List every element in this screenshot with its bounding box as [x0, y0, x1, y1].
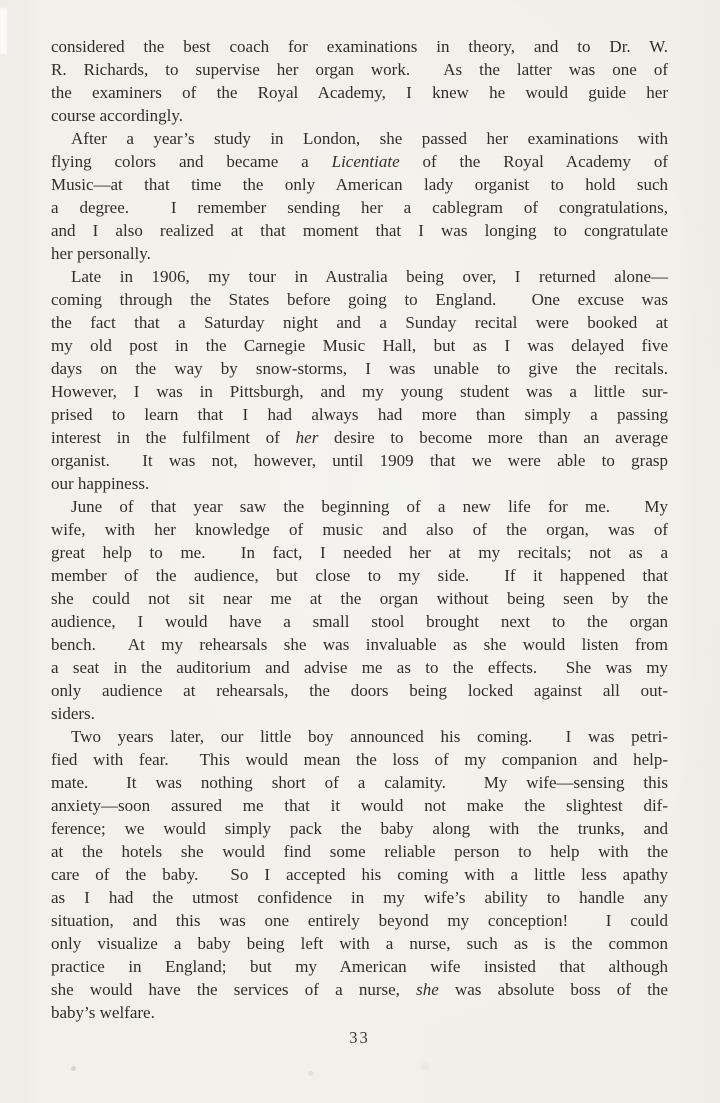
- text-segment: However, I was in Pittsburgh, and my young student was a little sur-: [51, 382, 668, 401]
- text-line: [51, 242, 668, 265]
- text-segment: interest in the fulfilment of: [51, 428, 296, 447]
- paragraph: [51, 725, 668, 1024]
- text-segment: fied with fear. This would mean the loss of my companion and help-: [51, 750, 668, 769]
- text-segment: great help to me. In fact, I needed her at my recitals; not as a: [51, 543, 668, 562]
- text-segment: care of the baby. So I accepted his coming with a little less apathy: [51, 865, 668, 884]
- text-segment: my old post in the Carnegie Music Hall, but as I was delayed five: [51, 336, 668, 355]
- text-segment: and I also realized at that moment that I was longing to congratulate: [51, 221, 668, 240]
- text-segment: the fact that a Saturday night and a Sunday recital were booked at: [51, 313, 668, 332]
- text-segment: member of the audience, but close to my side. If it happened that: [51, 566, 668, 585]
- text-segment: days on the way by snow-storms, I was unable to give the recitals.: [51, 359, 668, 378]
- text-segment: was absolute boss of the: [438, 980, 668, 999]
- text-line: [51, 449, 668, 472]
- text-segment: course accordingly.: [51, 106, 184, 125]
- text-line: [51, 288, 668, 311]
- text-segment: at the hotels she would find some reliable person to help with the: [51, 842, 668, 861]
- text-segment: situation, and this was one entirely beyond my conception! I could: [51, 911, 668, 930]
- page-text: [51, 35, 668, 1024]
- text-segment: wife, with her knowledge of music and also of the organ, was of: [51, 520, 668, 539]
- text-segment: baby’s welfare.: [51, 1003, 155, 1022]
- text-line: [51, 656, 668, 679]
- text-segment: a seat in the auditorium and advise me as to the effects. She was my: [51, 658, 668, 677]
- text-line: [51, 58, 668, 81]
- text-line: [51, 127, 668, 150]
- text-segment: considered the best coach for examinations in theory, and to Dr. W.: [51, 37, 668, 56]
- text-line: [51, 81, 668, 104]
- text-line: [51, 886, 668, 909]
- text-line: [51, 35, 668, 58]
- text-segment: June of that year saw the beginning of a new life for me. My: [71, 497, 668, 516]
- text-segment: of the Royal Academy of: [399, 152, 668, 171]
- text-line: [51, 840, 668, 863]
- text-line: [51, 702, 668, 725]
- text-segment: coming through the States before going to England. One excuse was: [51, 290, 668, 309]
- italic-text: Licentiate: [331, 152, 400, 171]
- text-segment: our happiness.: [51, 474, 150, 493]
- text-segment: siders.: [51, 704, 95, 723]
- paragraph: [51, 127, 668, 265]
- text-segment: the examiners of the Royal Academy, I knew he would guide her: [51, 83, 668, 102]
- text-line: [51, 334, 668, 357]
- text-line: [51, 679, 668, 702]
- text-line: [51, 748, 668, 771]
- text-line: [51, 1001, 668, 1024]
- text-line: [51, 311, 668, 334]
- text-segment: practice in England; but my American wife insisted that although: [51, 957, 668, 976]
- scan-smudge-artifact: [420, 1063, 430, 1070]
- text-line: [51, 518, 668, 541]
- text-segment: as I had the utmost confidence in my wife’s ability to handle any: [51, 888, 668, 907]
- text-line: [51, 633, 668, 656]
- scan-speck-artifact: [308, 1071, 314, 1076]
- text-line: [51, 173, 668, 196]
- text-line: [51, 610, 668, 633]
- text-segment: R. Richards, to supervise her organ work. As the latter was one of: [51, 60, 668, 79]
- italic-text: she: [416, 980, 439, 999]
- italic-text: her: [295, 428, 319, 447]
- text-line: [51, 794, 668, 817]
- text-segment: Late in 1906, my tour in Australia being over, I returned alone—: [71, 267, 668, 286]
- text-line: [51, 932, 668, 955]
- text-line: [51, 587, 668, 610]
- paragraph: [51, 495, 668, 725]
- text-line: [51, 403, 668, 426]
- text-line: [51, 380, 668, 403]
- text-line: [51, 725, 668, 748]
- text-segment: prised to learn that I had always had more than simply a passing: [51, 405, 668, 424]
- scan-edge-artifact: [0, 8, 7, 54]
- text-line: [51, 564, 668, 587]
- text-line: [51, 955, 668, 978]
- text-line: [51, 150, 668, 173]
- paragraph: [51, 35, 668, 127]
- text-segment: she could not sit near me at the organ without being seen by the: [51, 589, 668, 608]
- text-segment: only visualize a baby being left with a nurse, such as is the common: [51, 934, 668, 953]
- text-segment: desire to become more than an average: [318, 428, 668, 447]
- text-segment: organist. It was not, however, until 1909 that we were able to grasp: [51, 451, 668, 470]
- text-line: [51, 909, 668, 932]
- text-segment: her personally.: [51, 244, 151, 263]
- scan-speck-artifact: [71, 1066, 76, 1071]
- text-line: [51, 196, 668, 219]
- text-segment: Music—at that time the only American lady organist to hold such: [51, 175, 668, 194]
- text-line: [51, 771, 668, 794]
- page-number: 33: [349, 1028, 370, 1047]
- text-line: [51, 357, 668, 380]
- text-line: [51, 219, 668, 242]
- text-line: [51, 978, 668, 1001]
- text-line: [51, 265, 668, 288]
- text-segment: ference; we would simply pack the baby along with the trunks, and: [51, 819, 668, 838]
- text-line: [51, 472, 668, 495]
- paragraph: [51, 265, 668, 495]
- text-segment: Two years later, our little boy announced his coming. I was petri-: [71, 727, 668, 746]
- text-segment: only audience at rehearsals, the doors being locked against all out-: [51, 681, 668, 700]
- text-segment: audience, I would have a small stool brought next to the organ: [51, 612, 668, 631]
- text-segment: After a year’s study in London, she passed her examinations with: [71, 129, 668, 148]
- text-line: [51, 495, 668, 518]
- text-segment: bench. At my rehearsals she was invaluable as she would listen from: [51, 635, 668, 654]
- text-segment: she would have the services of a nurse,: [51, 980, 417, 999]
- text-segment: anxiety—soon assured me that it would not make the slightest dif-: [51, 796, 668, 815]
- text-line: [51, 541, 668, 564]
- text-segment: flying colors and became a: [51, 152, 332, 171]
- text-line: [51, 817, 668, 840]
- text-segment: a degree. I remember sending her a cablegram of congratulations,: [51, 198, 668, 217]
- text-line: [51, 104, 668, 127]
- text-line: [51, 426, 668, 449]
- text-line: [51, 863, 668, 886]
- text-segment: mate. It was nothing short of a calamity. My wife—sensing this: [51, 773, 668, 792]
